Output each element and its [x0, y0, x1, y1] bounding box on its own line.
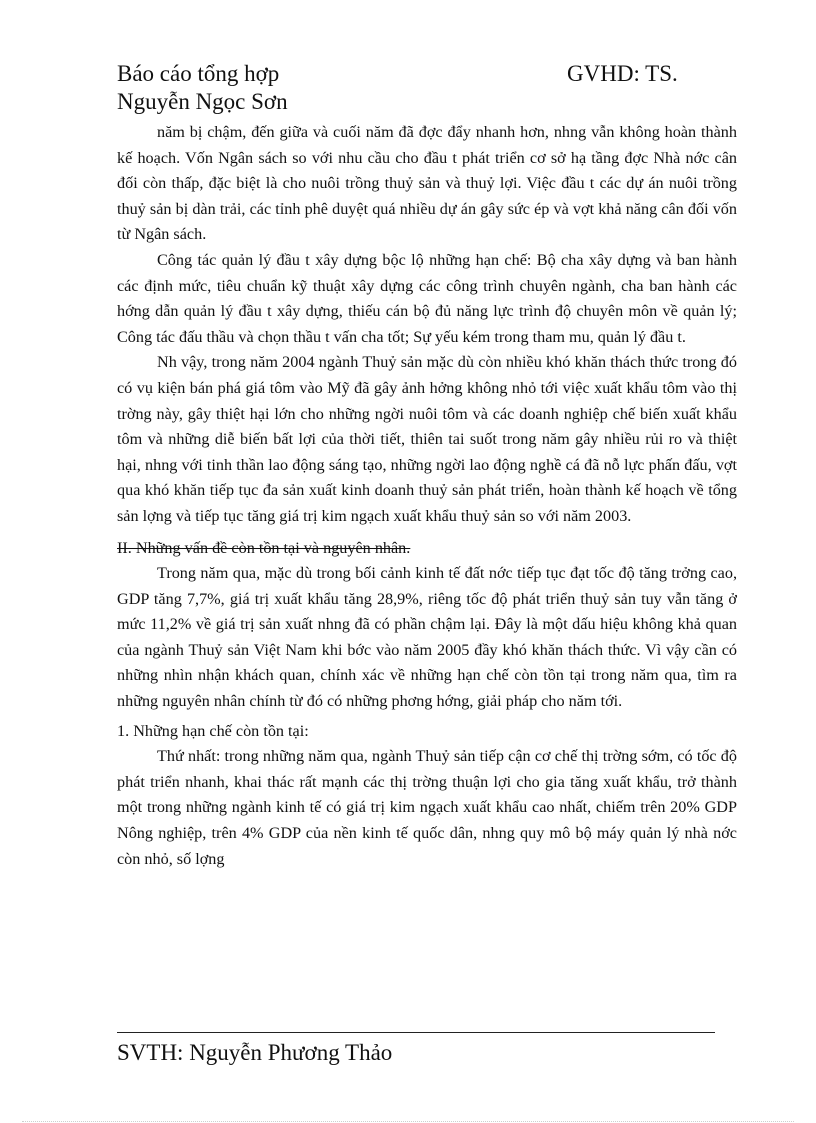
section-heading: II. Những vấn đề còn tồn tại và nguyên nhân.: [117, 538, 411, 557]
paragraph-2: Công tác quản lý đầu t xây dựng bộc lộ những hạn chế: Bộ cha xây dựng và ban hành các định mức, tiêu chuẩn kỹ thuật xây dựng các công trình chuyên ngành, cha ban hành các hớng dẫn quản lý đầu t xây dựng, thiếu cán bộ đủ năng lực trình độ chuyên môn về quản lý; Công tác đấu thầu và chọn thầu t vấn cha tốt; Sự yếu kém trong tham mu, quản lý đầu t.: [117, 250, 737, 346]
page-edge-dots: [22, 1121, 794, 1122]
advisor-label: GVHD: TS.: [567, 61, 678, 86]
footer-divider: [117, 1032, 715, 1033]
section-paragraph: Trong năm qua, mặc dù trong bối cảnh kinh tế đất nớc tiếp tục đạt tốc độ tăng trởng cao, GDP tăng 7,7%, giá trị xuất khẩu tăng 28,9%, riêng tốc độ phát triển thuỷ sản tuy vẫn tăng ở mức 11,2% về giá trị sản xuất nhng đã có phần chậm lại. Đây là một dấu hiệu không khả quan của ngành Thuỷ sản Việt Nam khi bớc vào năm 2005 đầy khó khăn thách thức. Vì vậy cần có những nhìn nhận khách quan, chính xác về những hạn chế còn tồn tại trong năm qua, tìm ra những nguyên nhân chính từ đó có những phơng hớng, giải pháp cho năm tới.: [117, 564, 737, 711]
subsection-heading: 1. Những hạn chế còn tồn tại:: [117, 721, 309, 740]
document-body: [117, 120, 737, 872]
paragraph-3: Nh vậy, trong năm 2004 ngành Thuỷ sản mặc dù còn nhiều khó khăn thách thức trong đó có vụ kiện bán phá giá tôm vào Mỹ đã gây ảnh hởng không nhỏ tới việc xuất khẩu tôm vào thị trờng này, gây thiệt hại lớn cho những ngời nuôi tôm và các doanh nghiệp chế biến xuất khẩu tôm và những diễ biến bất lợi của thời tiết, thiên tai suốt trong năm gây nhiều rủi ro và thiệt hại, nhng với tinh thần lao động sáng tạo, những ngời lao động nghề cá đã nỗ lực phấn đấu, vợt qua khó khăn tiếp tục đa sản xuất kinh doanh thuỷ sản phát triển, hoàn thành kế hoạch về tổng sản lợng và tiếp tục tăng giá trị kim ngạch xuất khẩu thuỷ sản so với năm 2003.: [117, 353, 737, 525]
advisor-name: Nguyễn Ngọc Sơn: [117, 89, 288, 114]
student-name: SVTH: Nguyễn Phương Thảo: [117, 1040, 393, 1065]
paragraph-1: năm bị chậm, đến giữa và cuối năm đã đợc đẩy nhanh hơn, nhng vẫn không hoàn thành kế hoạch. Vốn Ngân sách so với nhu cầu cho đầu t phát triển cơ sở hạ tầng đợc Nhà nớc cân đối còn thấp, đặc biệt là cho nuôi trồng thuỷ sản và thuỷ lợi. Việc đầu t các dự án nuôi trồng thuỷ sản bị dàn trải, các tỉnh phê duyệt quá nhiều dự án gây sức ép và vợt khả năng cân đối vốn từ Ngân sách.: [117, 123, 737, 244]
subsection-paragraph: Thứ nhất: trong những năm qua, ngành Thuỷ sản tiếp cận cơ chế thị trờng sớm, có tốc độ phát triển nhanh, khai thác rất mạnh các thị trờng thuận lợi cho gia tăng xuất khẩu, trở thành một trong những ngành kinh tế có giá trị kim ngạch xuất khẩu cao nhất, chiếm trên 20% GDP Nông nghiệp, trên 4% GDP của nền kinh tế quốc dân, nhng quy mô bộ máy quản lý nhà nớc còn nhỏ, số lợng: [117, 747, 737, 868]
report-title: Báo cáo tổng hợp: [117, 61, 280, 86]
